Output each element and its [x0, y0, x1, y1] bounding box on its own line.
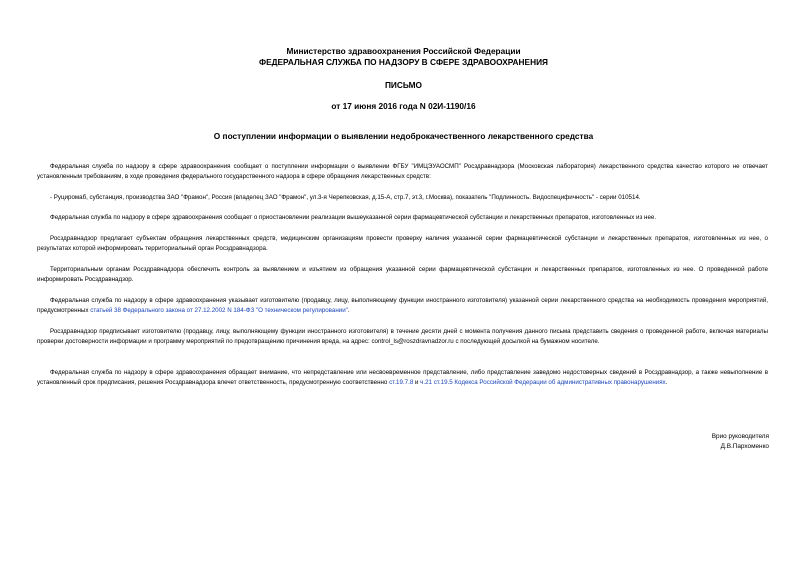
paragraph-2 [37, 193, 768, 203]
service-name: ФЕДЕРАЛЬНАЯ СЛУЖБА ПО НАДЗОРУ В СФЕРЕ ЗДРАВООХРАНЕНИЯ [259, 57, 548, 67]
paragraph-8 [37, 368, 768, 388]
paragraph-3-text: Федеральная служба по надзору в сфере здравоохранения сообщает о приостановлении реализации вышеуказанной серии фармацевтической субстанции и лекарственных препаратов, изготовленных из нее. [50, 214, 657, 221]
paragraph-3 [37, 213, 768, 223]
document-type: ПИСЬМО [384, 80, 423, 90]
paragraph-6 [37, 296, 768, 316]
koap-article-19-5-link[interactable]: ч.21 ст.19.5 Кодекса Российской Федерации об административных правонарушениях [420, 379, 666, 386]
paragraph-8-end: . [665, 379, 668, 386]
ministry-name: Министерство здравоохранения Российской Федерации [286, 46, 521, 56]
koap-article-19-7-8-link[interactable]: ст.19.7.8 [389, 379, 414, 386]
paragraph-4-text: Росздравнадзор предлагает субъектам обращения лекарственных средств, медицинским организациям провести проверку наличия указанной серии фармацевтической субстанции и лекарственных препаратов, изготовленных из нее, о результатах которой информировать территориальный орган Росздравнадзора. [37, 235, 768, 252]
paragraph-8-text: Федеральная служба по надзору в сфере здравоохранения обращает внимание, что непредставление или несвоевременное представление, либо представление заведомо недостоверных сведений в Росздравнадзор, а также невыполнение в установленный срок предписания, решения Росздравнадзора влечет ответственность, предусмотренную соответственно [37, 369, 768, 386]
paragraph-8-mid: и [413, 379, 421, 386]
paragraph-7 [37, 327, 768, 347]
document-date-number: от 17 июня 2016 года N 02И-1190/16 [331, 101, 476, 111]
paragraph-1-text: Федеральная служба по надзору в сфере здравоохранения сообщает о поступлении информации о выявлении ФГБУ "ИМЦЭУАОСМП" Росздравнадзора (Московская лаборатория) лекарственного средства качество которого не отвечает установленным требованиям, в ходе проведения федерального государственного надзора в сфере обращения лекарственных средств: [37, 163, 768, 180]
law-184-fz-link[interactable]: статьей 38 Федерального закона от 27.12.2002 N 184-ФЗ "О техническом регулировании" [90, 307, 348, 314]
paragraph-1 [37, 162, 768, 182]
paragraph-5-text: Территориальным органам Росздравнадзора обеспечить контроль за выявлением и изъятием из обращения указанной серии фармацевтической субстанции и лекарственных препаратов, изготовленных из нее. О проведенной работе информировать Росздравнадзор. [37, 266, 768, 283]
document-title: О поступлении информации о выявлении недоброкачественного лекарственного средства [213, 131, 594, 141]
paragraph-6-text: Федеральная служба по надзору в сфере здравоохранения указывает изготовителю (продавцу, лицу, выполняющему функции иностранного изготовителя) указанной серии лекарственного средства на необходимость проведения мероприятий, предусмотренных [37, 297, 768, 314]
signatory-position: Врио руководителя [711, 433, 769, 440]
paragraph-5 [37, 265, 768, 285]
paragraph-6-end: . [347, 307, 350, 314]
paragraph-4 [37, 234, 768, 254]
paragraph-7-text: Росздравнадзор предписывает изготовителю (продавцу, лицу, выполняющему функции иностранного изготовителя) в течение десяти дней с момента получения данного письма представить сведения о проведенной работе, включая материалы проверки достоверности информации и программу мероприятий по предотвращению причинения вреда, на адрес: control_ls@roszdravnadzor.ru с последующей досылкой на бумажном носителе. [37, 328, 768, 345]
paragraph-2-text: - Руциромаб, субстанция, производства ЗАО "Фрамон", Россия (владелец ЗАО "Фрамон", ул.3-я Черепковская, д.15-А, стр.7, эт.3, г.Москва), показатель "Подлинность. Видоспецифичность" - серии 010514. [50, 194, 641, 201]
signatory-name: Д.В.Пархоменко [720, 443, 769, 450]
